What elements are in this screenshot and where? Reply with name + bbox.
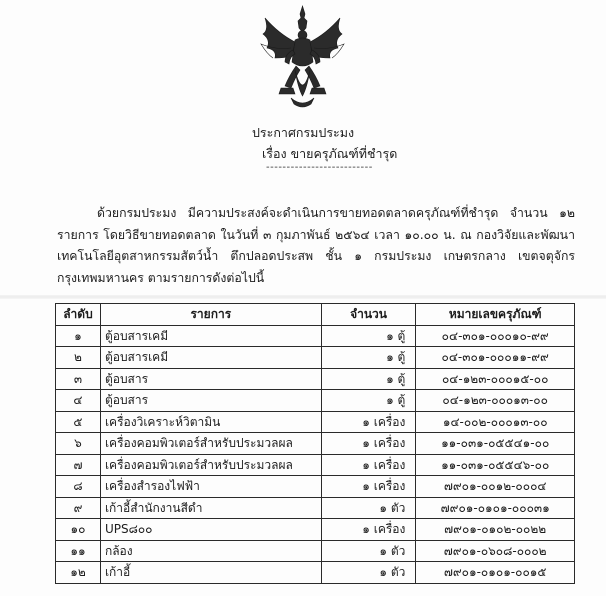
row-item: เครื่องคอมพิวเตอร์สำหรับประมวลผล: [100, 454, 321, 476]
row-item: UPS๘๐๐: [100, 519, 321, 541]
table-row: [56, 325, 575, 347]
row-no: ๑: [56, 325, 101, 347]
row-code: ๗๙๐๑-๐๑๐๑-๐๐๑๕: [416, 562, 575, 584]
items-table: [55, 303, 575, 584]
row-code: ๐๔-๓๐๑-๐๐๐๑๑-๙๙: [416, 347, 575, 369]
row-item: ตู้อบสาร: [100, 368, 321, 390]
table-row: [56, 347, 575, 369]
row-no: ๖: [56, 433, 101, 455]
row-no: ๗: [56, 454, 101, 476]
row-item: เครื่องสำรองไฟฟ้า: [100, 476, 321, 498]
row-code: ๗๙๐๑-๐๑๐๒-๐๐๒๒: [416, 519, 575, 541]
row-no: ๓: [56, 368, 101, 390]
row-code: ๗๙๐๑-๐๖๐๘-๐๐๐๒: [416, 540, 575, 562]
row-item: ตู้อบสาร: [100, 390, 321, 412]
header-item: รายการ: [100, 304, 321, 326]
table-row: [56, 476, 575, 498]
row-code: ๗๙๐๑-๐๐๑๒-๐๐๐๔: [416, 476, 575, 498]
announcement-paragraph: ด้วยกรมประมง มีความประสงค์จะดำเนินการขายทอดตลาดครุภัณฑ์ที่ชำรุด จำนวน ๑๒ รายการ โดยวิธีขายทอดตลาด ในวันที่ ๓ กุมภาพันธ์ ๒๕๖๔ เวลา ๑๐.๐๐ น. ณ กองวิจัยและพัฒนาเทคโนโลยีอุตสาหกรรมสัตว์น้ำ ตึกปลอดประสพ ชั้น ๑ กรมประมง เกษตรกลาง เขตจตุจักร กรุงเทพมหานคร ตามรายการดังต่อไปนี้: [57, 206, 575, 285]
row-qty: ๑ ตู้: [321, 325, 416, 347]
header-no: ลำดับ: [56, 304, 101, 326]
row-code: ๗๙๐๑-๐๑๐๑-๐๐๐๓๑: [416, 497, 575, 519]
table-row: [56, 519, 575, 541]
table-row: [56, 540, 575, 562]
row-no: ๙: [56, 497, 101, 519]
row-item: เก้าอี้: [100, 562, 321, 584]
separator-line: --------------------------: [266, 162, 373, 173]
row-code: ๐๔-๑๒๓-๐๐๐๑๕-๐๐: [416, 368, 575, 390]
row-no: ๕: [56, 411, 101, 433]
table-row: [56, 454, 575, 476]
row-code: ๐๔-๓๐๑-๐๐๐๑๐-๙๙: [416, 325, 575, 347]
table-row: [56, 411, 575, 433]
row-qty: ๑ ตู้: [321, 368, 416, 390]
row-no: ๑๐: [56, 519, 101, 541]
table-row: [56, 368, 575, 390]
row-no: ๒: [56, 347, 101, 369]
row-no: ๘: [56, 476, 101, 498]
row-code: ๑๑-๐๓๑-๐๕๕๔๖-๐๐: [416, 454, 575, 476]
row-qty: ๑ ตู้: [321, 390, 416, 412]
announcement-subject: เรื่อง ขายครุภัณฑ์ที่ชำรุด: [262, 146, 398, 161]
table-row: [56, 390, 575, 412]
row-item: ตู้อบสารเคมี: [100, 325, 321, 347]
row-item: เก้าอี้สำนักงานสีดำ: [100, 497, 321, 519]
table-row: [56, 433, 575, 455]
row-no: ๑๑: [56, 540, 101, 562]
row-code: ๐๔-๑๒๓-๐๐๐๑๓-๐๐: [416, 390, 575, 412]
announcement-title: ประกาศกรมประมง: [252, 125, 355, 140]
row-qty: ๑ เครื่อง: [321, 411, 416, 433]
row-qty: ๑ ตู้: [321, 347, 416, 369]
row-no: ๑๒: [56, 562, 101, 584]
table-header-row: [56, 304, 575, 326]
table-row: [56, 497, 575, 519]
row-qty: ๑ ตัว: [321, 540, 416, 562]
row-qty: ๑ ตัว: [321, 497, 416, 519]
header-code: หมายเลขครุภัณฑ์: [416, 304, 575, 326]
row-item: กล้อง: [100, 540, 321, 562]
table-row: [56, 562, 575, 584]
garuda-emblem: [255, 4, 350, 112]
scan-fold-line: [0, 295, 606, 299]
row-code: ๑๑-๐๓๑-๐๕๕๔๑-๐๐: [416, 433, 575, 455]
row-qty: ๑ เครื่อง: [321, 454, 416, 476]
row-qty: ๑ เครื่อง: [321, 519, 416, 541]
row-qty: ๑ ตัว: [321, 562, 416, 584]
row-qty: ๑ เครื่อง: [321, 433, 416, 455]
row-code: ๑๔-๐๐๒-๐๐๐๑๓-๐๐: [416, 411, 575, 433]
row-item: ตู้อบสารเคมี: [100, 347, 321, 369]
row-item: เครื่องวิเคราะห์วิตามิน: [100, 411, 321, 433]
row-item: เครื่องคอมพิวเตอร์สำหรับประมวลผล: [100, 433, 321, 455]
row-qty: ๑ เครื่อง: [321, 476, 416, 498]
header-qty: จำนวน: [321, 304, 416, 326]
row-no: ๔: [56, 390, 101, 412]
